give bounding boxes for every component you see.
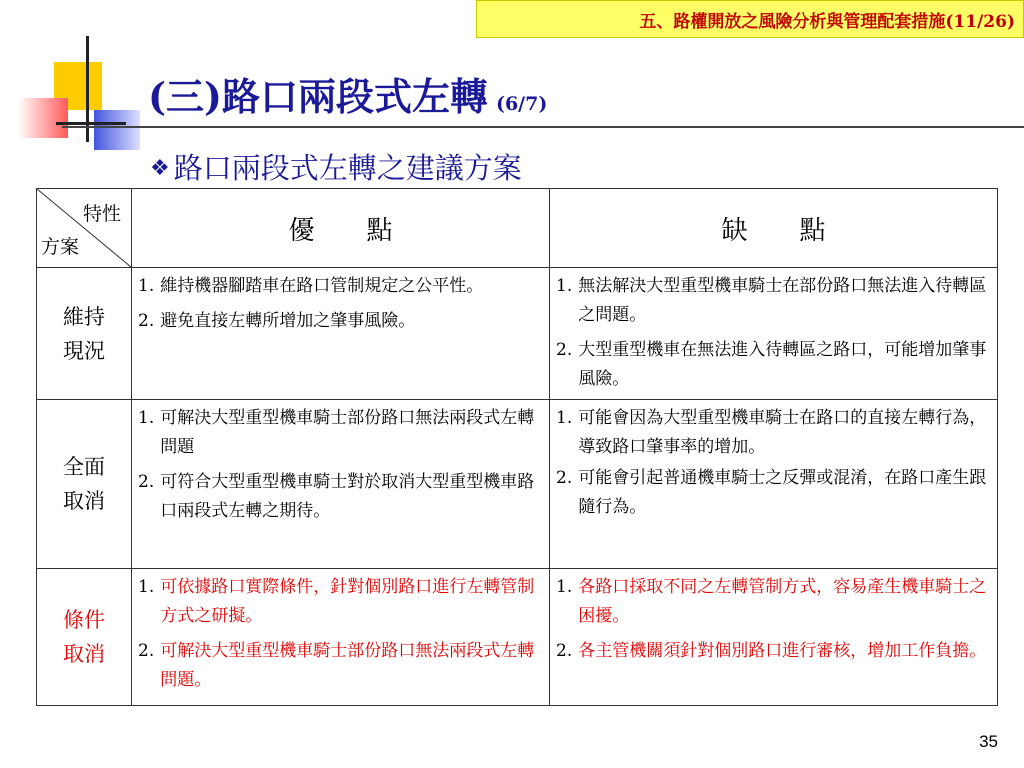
decorative-horizontal-line (56, 122, 126, 125)
item-text: 維持機器腳踏車在路口管制規定之公平性。 (160, 276, 484, 296)
row-label-line: 維持 (63, 304, 105, 329)
decorative-red-square (18, 98, 68, 138)
title-page-indicator: (6/7) (495, 93, 548, 115)
cons-cell (550, 400, 998, 569)
list-item (138, 272, 541, 301)
item-text: 無法解決大型重型機車騎士在部份路口無法進入待轉區之問題。 (578, 276, 987, 325)
item-number: 1. (556, 577, 573, 597)
row-label (37, 400, 132, 569)
list-item (138, 307, 541, 336)
item-text: 可解決大型重型機車騎士部份路口無法兩段式左轉問題 (160, 408, 535, 457)
table-row (37, 400, 998, 569)
item-text: 各主管機關須針對個別路口進行審核，增加工作負擔。 (578, 641, 987, 661)
column-header-cons: 缺 點 (550, 189, 998, 268)
pros-cell (132, 400, 550, 569)
row-label-line: 取消 (63, 489, 105, 513)
item-text: 避免直接左轉所增加之肇事風險。 (160, 311, 416, 331)
item-number: 2. (556, 641, 573, 661)
row-label (37, 569, 132, 706)
item-text: 各路口採取不同之左轉管制方式，容易產生機車騎士之困擾。 (578, 577, 987, 626)
item-number: 1. (138, 408, 155, 428)
item-number: 1. (556, 276, 573, 296)
row-label (37, 268, 132, 400)
list-item (556, 336, 989, 394)
list-item (138, 573, 541, 631)
list-item (138, 637, 541, 695)
subtitle (150, 146, 522, 187)
subtitle-text: 路口兩段式左轉之建議方案 (173, 151, 522, 185)
item-number: 1. (556, 408, 573, 428)
list-item (556, 404, 989, 462)
table-header-row (37, 189, 998, 268)
corner-label-feature: 特性 (82, 203, 121, 225)
item-text: 可依據路口實際條件，針對個別路口進行左轉管制方式之研擬。 (160, 577, 535, 626)
title-main: (三)路口兩段式左轉 (148, 74, 488, 119)
item-number: 1. (138, 577, 155, 597)
item-number: 2. (138, 311, 155, 331)
page-number: 35 (979, 732, 998, 751)
row-label-line: 現況 (63, 338, 105, 363)
page-title (148, 66, 547, 121)
row-label-line: 全面 (63, 455, 105, 479)
row-label-line: 取消 (63, 642, 105, 666)
item-text: 可符合大型重型機車騎士對於取消大型重型機車路口兩段式左轉之期待。 (160, 472, 535, 521)
list-item (556, 637, 989, 666)
item-number: 2. (556, 468, 573, 488)
title-divider (62, 126, 1024, 128)
corner-header-cell (37, 189, 132, 268)
table-row (37, 569, 998, 706)
item-number: 2. (138, 472, 155, 492)
list-item (556, 272, 989, 330)
row-label-line: 條件 (63, 608, 105, 632)
comparison-table (36, 188, 998, 706)
corner-label-option: 方案 (41, 236, 80, 258)
column-header-pros: 優 點 (132, 189, 550, 268)
pros-cell (132, 569, 550, 706)
diamond-bullet-icon: ❖ (150, 156, 170, 181)
pros-cell (132, 268, 550, 400)
section-banner: 五、路權開放之風險分析與管理配套措施(11/26) (476, 0, 1024, 38)
item-number: 2. (138, 641, 155, 661)
list-item (138, 468, 541, 526)
list-item (556, 573, 989, 631)
list-item (138, 404, 541, 462)
item-text: 可能會引起普通機車騎士之反彈或混淆，在路口產生跟隨行為。 (578, 468, 987, 517)
item-number: 2. (556, 340, 573, 360)
item-text: 可解決大型重型機車騎士部份路口無法兩段式左轉問題。 (160, 641, 535, 690)
table-row (37, 268, 998, 400)
item-text: 可能會因為大型重型機車騎士在路口的直接左轉行為，導致路口肇事率的增加。 (578, 408, 987, 457)
list-item (556, 464, 989, 522)
cons-cell (550, 268, 998, 400)
decorative-blue-square (94, 110, 140, 150)
cons-cell (550, 569, 998, 706)
item-number: 1. (138, 276, 155, 296)
item-text: 大型重型機車在無法進入待轉區之路口，可能增加肇事風險。 (578, 340, 987, 389)
